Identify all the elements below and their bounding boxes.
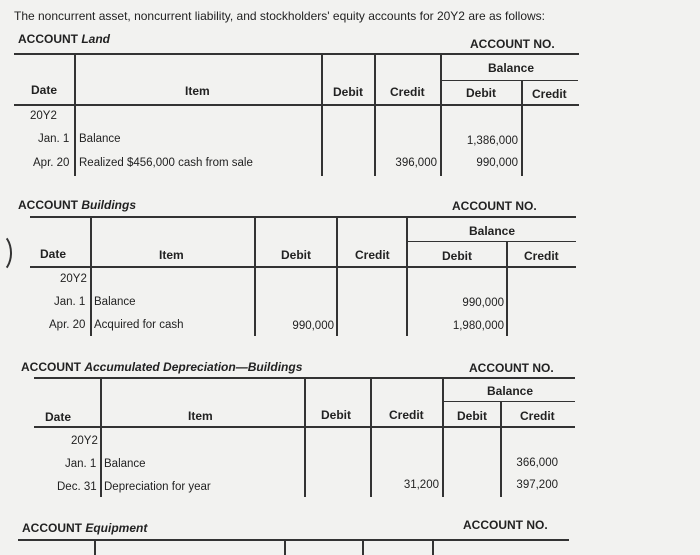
scroll-edge-icon [0, 233, 12, 273]
account-no-label: ACCOUNT NO. [469, 361, 554, 375]
balance-credit-header: Credit [520, 409, 555, 423]
debit-value: 990,000 [292, 320, 334, 332]
credit-value: 31,200 [403, 479, 439, 491]
balance-debit-value: 1,980,000 [452, 320, 504, 332]
intro-text: The noncurrent asset, noncurrent liability, and stockholders' equity accounts for 20Y2 are as follows: [14, 9, 546, 23]
account-no-label: ACCOUNT NO. [470, 37, 555, 51]
balance-header: Balance [488, 61, 535, 75]
balance-debit-value: 1,386,000 [466, 135, 518, 147]
balance-debit-header: Debit [457, 409, 487, 423]
entry-date: Jan. 1 [54, 296, 86, 308]
entry-item: Balance [94, 296, 136, 308]
balance-header: Balance [469, 224, 516, 238]
balance-credit-value: 397,200 [516, 479, 558, 491]
debit-header: Debit [333, 85, 363, 99]
account-title: ACCOUNT Accumulated Depreciation—Buildings [21, 360, 303, 374]
credit-header: Credit [390, 85, 425, 99]
debit-header: Debit [281, 248, 311, 262]
entry-item: Acquired for cash [94, 319, 184, 331]
account-title: ACCOUNT Land [18, 32, 111, 46]
date-header: Date [31, 83, 58, 97]
year-label: 20Y2 [71, 435, 98, 447]
credit-header: Credit [355, 248, 390, 262]
balance-debit-value: 990,000 [462, 297, 504, 309]
balance-credit-header: Credit [524, 249, 559, 263]
balance-credit-header: Credit [532, 87, 567, 101]
entry-date: Apr. 20 [49, 319, 86, 331]
balance-debit-header: Debit [466, 86, 496, 100]
entry-date: Jan. 1 [65, 458, 97, 470]
debit-header: Debit [321, 408, 351, 422]
item-header: Item [185, 84, 210, 98]
account-no-label: ACCOUNT NO. [452, 199, 537, 213]
balance-debit-value: 990,000 [476, 157, 518, 169]
account-title: ACCOUNT Buildings [18, 198, 137, 212]
account-no-label: ACCOUNT NO. [463, 518, 548, 532]
account-title: ACCOUNT Equipment [22, 521, 148, 535]
entry-date: Jan. 1 [38, 133, 70, 145]
credit-header: Credit [389, 408, 424, 422]
credit-value: 396,000 [395, 157, 437, 169]
entry-date: Dec. 31 [57, 481, 97, 493]
entry-item: Balance [79, 133, 121, 145]
balance-credit-value: 366,000 [516, 457, 558, 469]
entry-item: Depreciation for year [104, 481, 211, 493]
entry-item: Realized $456,000 cash from sale [79, 157, 253, 169]
date-header: Date [40, 247, 67, 261]
date-header: Date [45, 410, 72, 424]
year-label: 20Y2 [30, 110, 57, 122]
item-header: Item [188, 409, 213, 423]
balance-debit-header: Debit [442, 249, 472, 263]
entry-date: Apr. 20 [33, 157, 70, 169]
entry-item: Balance [104, 458, 146, 470]
item-header: Item [159, 248, 184, 262]
balance-header: Balance [487, 384, 534, 398]
year-label: 20Y2 [60, 273, 87, 285]
